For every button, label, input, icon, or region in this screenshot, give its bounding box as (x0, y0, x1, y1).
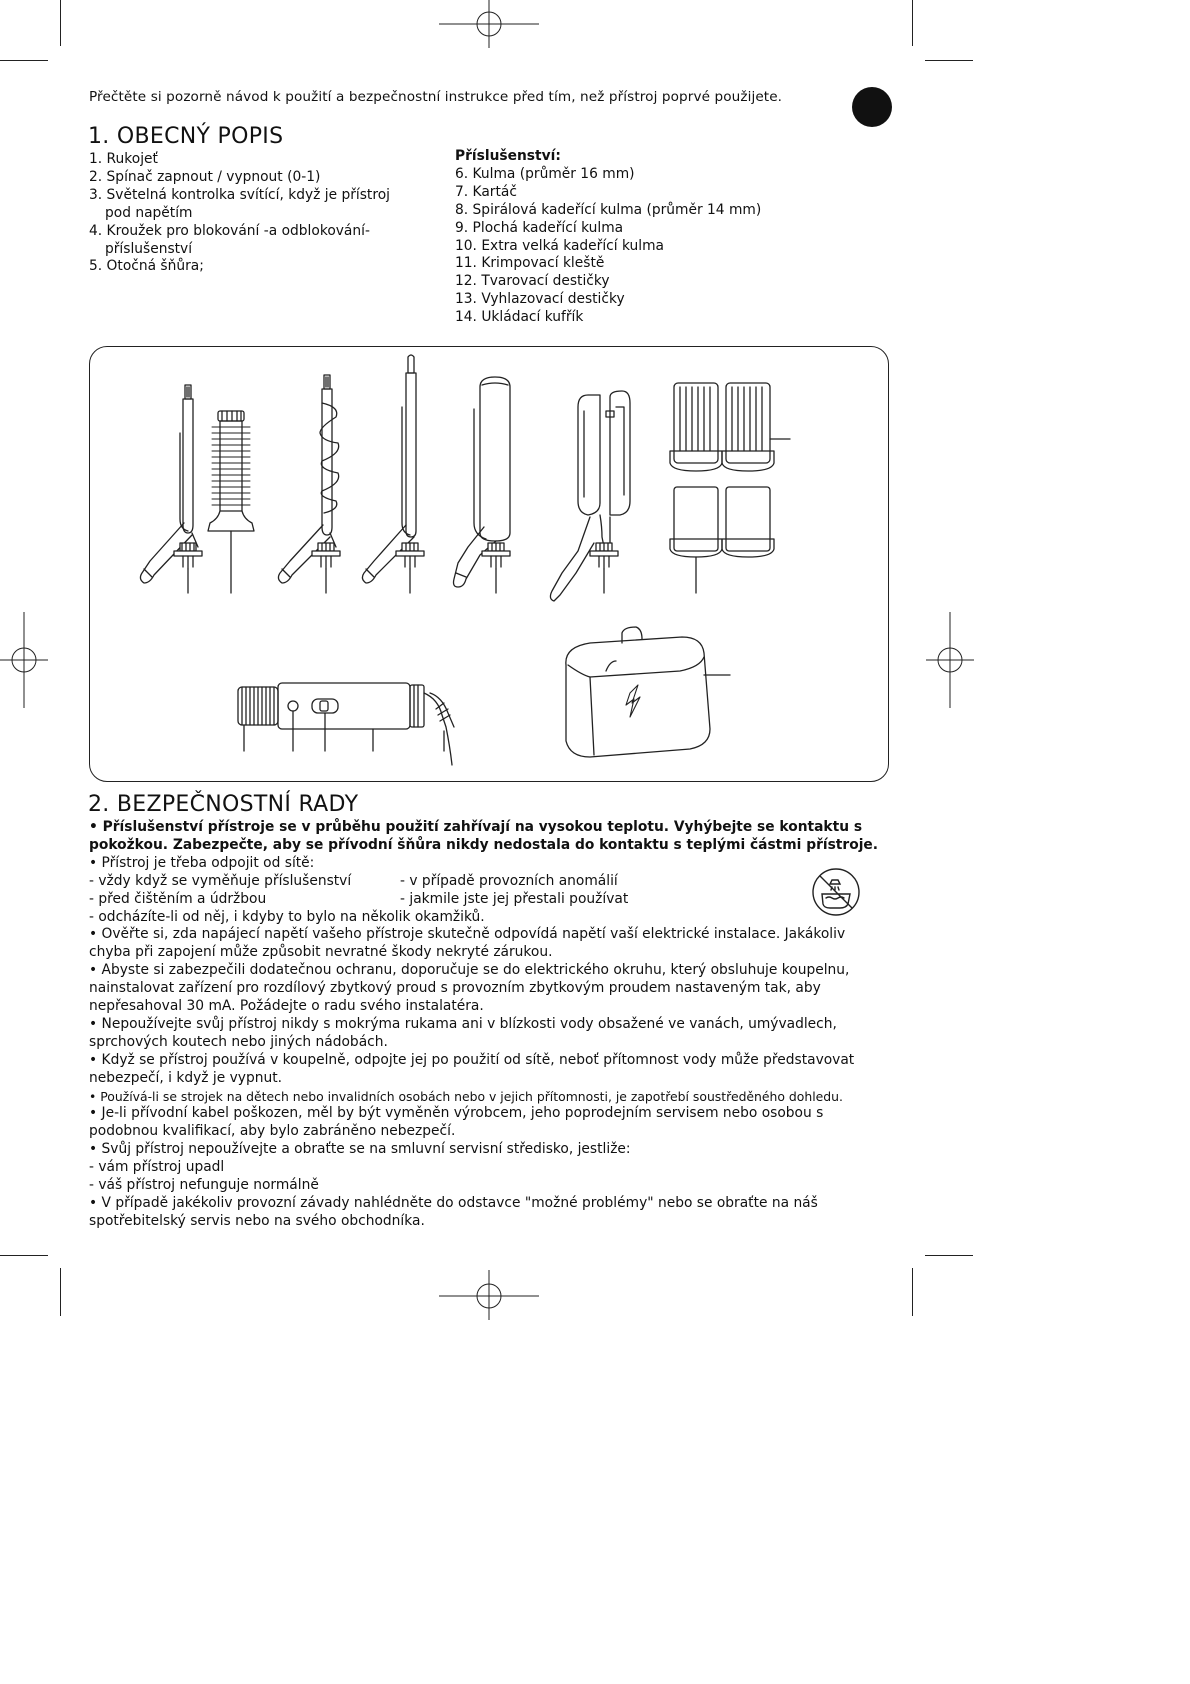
product-illustration (89, 346, 889, 782)
list-item: 6. Kulma (průměr 16 mm) (455, 165, 635, 182)
crimping-iron-icon (550, 391, 630, 601)
storage-case-icon (566, 627, 730, 757)
crop-mark (0, 60, 48, 61)
brush-icon (208, 411, 254, 593)
curling-iron-16mm-icon (140, 385, 202, 593)
crop-mark (912, 0, 913, 46)
accessories-title: Příslušenství: (455, 148, 561, 164)
crop-mark (912, 1268, 913, 1316)
no-bath-icon (810, 866, 862, 918)
unplug-item: - vždy když se vyměňuje příslušenství (89, 872, 352, 889)
crop-mark (925, 60, 973, 61)
children-paragraph: • Používá-li se strojek na dětech nebo invalidních osobách nebo v jejich přítomnosti, je zapotřebí soustředěného dohledu. (89, 1088, 843, 1104)
service-item: - váš přístroj nefunguje normálně (89, 1177, 319, 1194)
section-title-safety: 2. BEZPEČNOSTNÍ RADY (88, 792, 359, 817)
crop-mark (925, 1255, 973, 1256)
unplug-row (89, 891, 889, 909)
spiral-curling-iron-icon (278, 375, 340, 593)
safety-text (89, 819, 889, 1231)
straightening-plates-icon (670, 487, 774, 593)
list-item: 9. Plochá kadeřící kulma (455, 219, 624, 236)
list-item: 8. Spirálová kadeřící kulma (průměr 14 mm) (455, 201, 762, 218)
bathroom-paragraph: • Když se přístroj používá v koupelně, odpojte jej po použití od sítě, neboť přítomnost vody může představovat nebezpečí, i když je vypnut. (89, 1051, 855, 1086)
parts-list (89, 151, 419, 276)
crop-mark (60, 0, 61, 46)
unplug-item: - odcházíte-li od něj, i kdyby to bylo na několik okamžiků. (89, 908, 485, 925)
unplug-item: - v případě provozních anomálií (400, 872, 618, 889)
extra-large-curling-iron-icon (454, 377, 511, 593)
registration-mark-icon (0, 612, 48, 708)
warning-paragraph: • Příslušenství přístroje se v průběhu použití zahřívají na vysokou teplotu. Vyhýbejte se kontaktu s pokožkou. Zabezpečte, aby se přívodní šňůra nikdy nedostala do kontaktu s teplými částmi přístroje. (89, 819, 879, 853)
cable-paragraph: • Je-li přívodní kabel poškozen, měl by být vyměněn výrobcem, jeho poprodejním servisem nebo osobou s podobnou kvalifikací, aby bylo zabráněno nebezpečí. (89, 1105, 824, 1140)
crop-mark (0, 1255, 48, 1256)
registration-mark-icon (439, 0, 539, 48)
list-item: 11. Krimpovací kleště (455, 255, 605, 272)
water-paragraph: • Nepoužívejte svůj přístroj nikdy s mokrýma rukama ani v blízkosti vody obsažené ve vanách, umývadlech, sprchových koutech nebo jiných nádobách. (89, 1015, 837, 1050)
list-item: 3. Světelná kontrolka svítící, když je přístroj pod napětím (89, 186, 390, 221)
list-item: 5. Otočná šňůra; (89, 258, 204, 275)
list-item: 14. Ukládací kufřík (455, 309, 584, 326)
unplug-item: - před čištěním a údržbou (89, 890, 267, 907)
handle-icon (238, 683, 454, 765)
unplug-intro: • Přístroj je třeba odpojit od sítě: (89, 854, 315, 871)
list-item: 1. Rukojeť (89, 151, 158, 167)
service-item: - vám přístroj upadl (89, 1159, 225, 1176)
registration-mark-icon (926, 612, 974, 708)
voltage-paragraph: • Ověřte si, zda napájecí napětí vašeho přístroje skutečně odpovídá napětí vaší elektrické instalace. Jakákoliv chyba při zapojení může způsobit nevratné škody nekryté zárukou. (89, 926, 846, 961)
list-item: 13. Vyhlazovací destičky (455, 291, 625, 308)
section-title-description: 1. OBECNÝ POPIS (88, 124, 284, 149)
list-item: 10. Extra velká kadeřící kulma (455, 237, 665, 254)
intro-text: Přečtěte si pozorně návod k použití a bezpečnostní instrukce před tím, než přístroj poprvé použijete. (89, 89, 783, 105)
rcd-paragraph: • Abyste si zabezpečili dodatečnou ochranu, doporučuje se do elektrického okruhu, který obsluhuje koupelnu, nainstalovat zařízení pro rozdílový zbytkový proud s provozním zbytkovým proudem nastaveným tak, aby nepřesahoval 30 mA. Požádejte o radu svého instalatéra. (89, 962, 850, 1015)
accessories-block (455, 148, 815, 327)
styling-plates-icon (670, 383, 790, 471)
unplug-item: - jakmile jste jej přestali používat (400, 890, 629, 907)
unplug-row (89, 873, 889, 891)
crop-mark (60, 1268, 61, 1316)
list-item: 4. Kroužek pro blokování -a odblokování- příslušenství (89, 222, 370, 257)
service-paragraph: • Svůj přístroj nepoužívejte a obraťte se na smluvní servisní středisko, jestliže: (89, 1141, 631, 1158)
accessories-list (455, 166, 815, 327)
language-tab-icon (852, 87, 892, 127)
list-item: 7. Kartáč (455, 183, 517, 200)
fault-paragraph: • V případě jakékoliv provozní závady nahlédněte do odstavce "možné problémy" nebo se obraťte na náš spotřebitelský servis nebo na svého obchodníka. (89, 1195, 818, 1229)
flat-curling-iron-icon (362, 355, 424, 593)
list-item: 2. Spínač zapnout / vypnout (0-1) (89, 168, 321, 185)
list-item: 12. Tvarovací destičky (455, 273, 610, 290)
registration-mark-icon (439, 1270, 539, 1320)
